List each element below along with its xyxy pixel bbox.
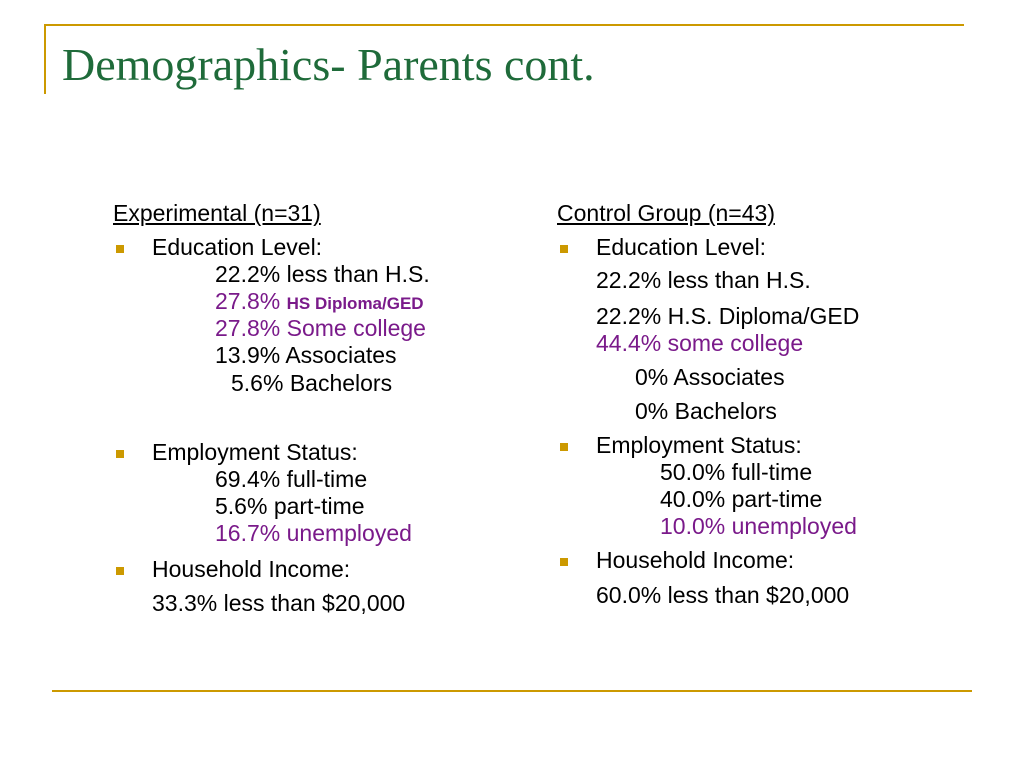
exp-edu-less-hs: 22.2% less than H.S. <box>215 261 430 287</box>
bullet-icon <box>560 443 568 451</box>
exp-edu-hs-label: HS Diploma/GED <box>286 294 424 313</box>
exp-edu-hs-pct: 27.8% <box>215 288 281 314</box>
ctl-income-value: 60.0% less than $20,000 <box>596 582 850 608</box>
ctl-emp-unemployed: 10.0% unemployed <box>660 513 857 539</box>
exp-education-label: Education Level: <box>152 234 323 260</box>
bullet-icon <box>560 558 568 566</box>
frame-top-rule <box>44 24 964 26</box>
control-heading: Control Group (n=43) <box>557 200 775 226</box>
slide-title: Demographics- Parents cont. <box>62 39 595 90</box>
ctl-income-label: Household Income: <box>596 547 795 573</box>
ctl-edu-associates: 0% Associates <box>635 364 785 390</box>
exp-emp-part-time: 5.6% part-time <box>215 493 365 519</box>
ctl-edu-hs-diploma: 22.2% H.S. Diploma/GED <box>596 303 860 329</box>
exp-income-label: Household Income: <box>152 556 351 582</box>
bullet-icon <box>116 450 124 458</box>
bullet-icon <box>116 567 124 575</box>
exp-income-value: 33.3% less than $20,000 <box>152 590 406 616</box>
ctl-edu-some-college: 44.4% some college <box>596 330 804 356</box>
ctl-education-label: Education Level: <box>596 234 767 260</box>
frame-left-rule <box>44 24 46 94</box>
exp-edu-hs-diploma <box>215 288 424 317</box>
exp-edu-bachelors: 5.6% Bachelors <box>231 370 393 396</box>
exp-emp-unemployed: 16.7% unemployed <box>215 520 412 546</box>
experimental-heading: Experimental (n=31) <box>113 200 321 226</box>
ctl-edu-less-hs: 22.2% less than H.S. <box>596 267 811 293</box>
bullet-icon <box>116 245 124 253</box>
exp-edu-some-college: 27.8% Some college <box>215 315 426 341</box>
exp-emp-full-time: 69.4% full-time <box>215 466 368 492</box>
ctl-edu-bachelors: 0% Bachelors <box>635 398 777 424</box>
ctl-emp-part-time: 40.0% part-time <box>660 486 823 512</box>
bullet-icon <box>560 245 568 253</box>
exp-employment-label: Employment Status: <box>152 439 358 465</box>
frame-bottom-rule <box>52 690 972 692</box>
exp-edu-associates: 13.9% Associates <box>215 342 397 368</box>
ctl-emp-full-time: 50.0% full-time <box>660 459 813 485</box>
ctl-employment-label: Employment Status: <box>596 432 802 458</box>
